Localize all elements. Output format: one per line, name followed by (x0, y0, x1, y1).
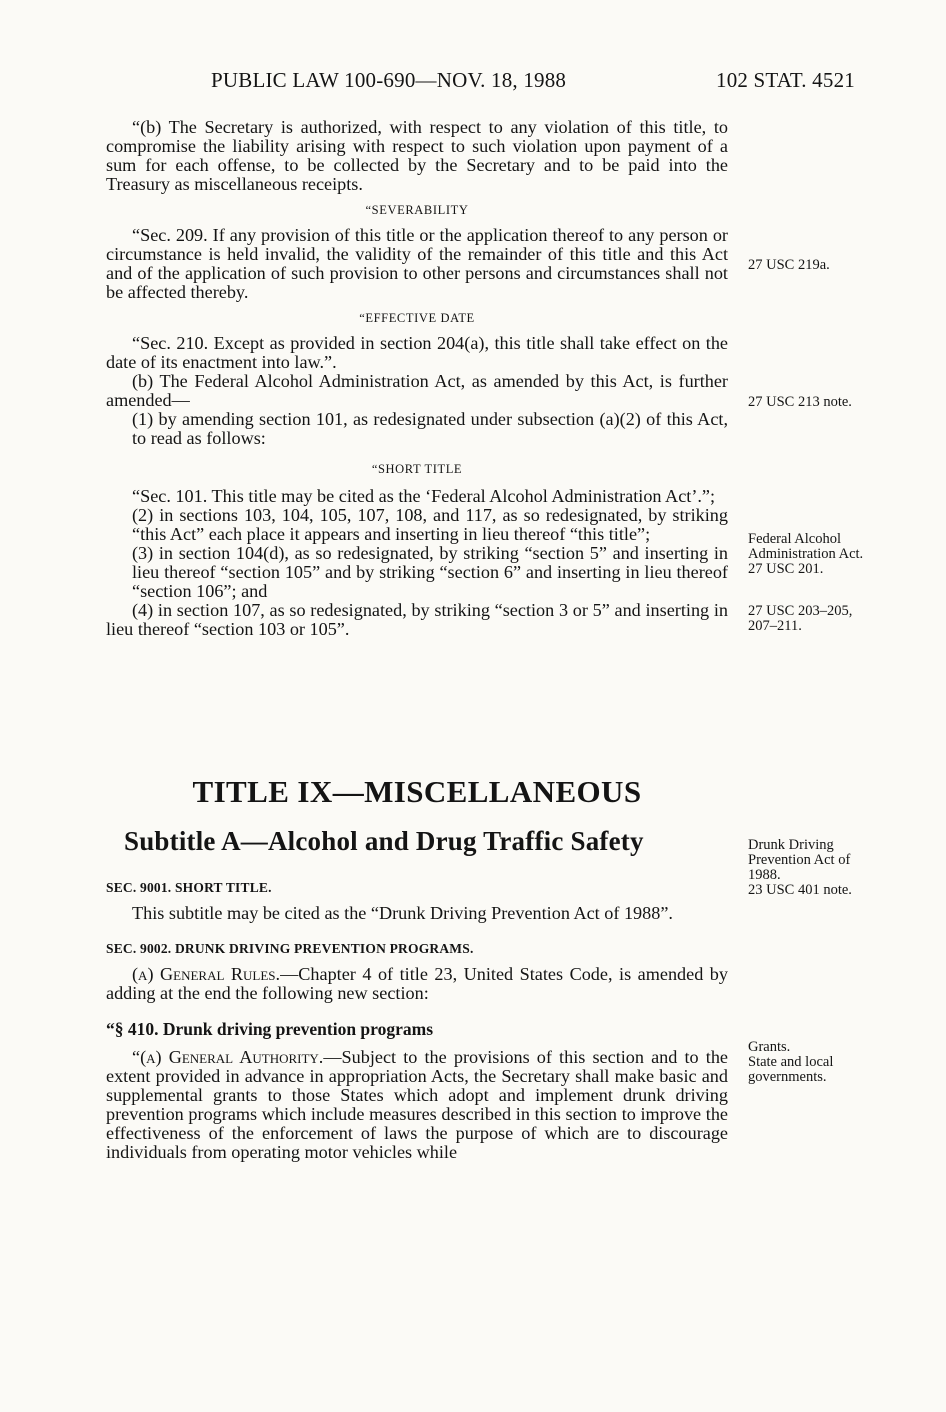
title-ix-heading: TITLE IX—MISCELLANEOUS (192, 774, 642, 809)
general-rules-label: (a) General Rules. (132, 964, 281, 984)
sections-9001-9002 (106, 880, 728, 1162)
section-209: “Sec. 209. If any provision of this title or the application thereof to any person or circumstance is held invalid, the validity of the remainder of this title and this Act and of the application of such provision to other persons and circumstances shall not be affected thereby. (106, 225, 728, 302)
section-9001-heading: SEC. 9001. SHORT TITLE. (106, 880, 272, 895)
main-text-column (106, 118, 728, 639)
general-authority-text: —Subject to the provisions of this section and to the extent provided in advance in appropriation Acts, the Secretary shall make basic and supplemental grants to those States which adopt and implement drunk driving prevention programs which include measures described in this section to improve the effectiveness of the enforcement of laws the purpose of which are to discourage individuals from operating motor vehicles while (106, 1047, 729, 1162)
margin-note-faaa: Federal Alcohol Administration Act. 27 USC 201. (748, 531, 864, 577)
section-410-a (106, 1048, 728, 1162)
general-authority-label: “(a) General Authority. (132, 1047, 324, 1067)
section-210: “Sec. 210. Except as provided in section 204(a), this title shall take effect on the date of its enactment into law.”. (106, 333, 728, 372)
section-9002-a (106, 965, 728, 1003)
heading-short-title: “SHORT TITLE (371, 462, 463, 476)
item-1: (1) by amending section 101, as redesignated under subsection (a)(2) of this Act, to read as follows: (132, 409, 728, 448)
margin-note-grants: Grants. State and local governments. (748, 1039, 834, 1085)
paragraph-b-faaa: (b) The Federal Alcohol Administration Act, as amended by this Act, is further amended— (106, 371, 728, 410)
running-head: PUBLIC LAW 100-690—NOV. 18, 1988 (211, 68, 567, 92)
page-stat-number: 102 STAT. 4521 (716, 68, 855, 92)
margin-note-ddpa: Drunk Driving Prevention Act of 1988. 23 USC 401 note. (748, 837, 852, 898)
subtitle-a-heading: Subtitle A—Alcohol and Drug Traffic Safety (124, 826, 644, 856)
heading-effective-date: “EFFECTIVE DATE (359, 311, 475, 325)
item-3: (3) in section 104(d), as so redesignated, by striking “section 5” and inserting in lieu thereof “section 105” and by striking “section 6” and inserting in lieu thereof “section 106”; and (132, 543, 728, 601)
heading-severability: “SEVERABILITY (365, 203, 469, 217)
margin-note-27-usc-213: 27 USC 213 note. (748, 394, 852, 410)
paragraph-b-secretary: “(b) The Secretary is authorized, with respect to any violation of this title, to compromise the liability arising with respect to such violation upon payment of a sum for each offense, to be collected by the Secretary and to be paid into the Treasury as miscellaneous receipts. (106, 117, 728, 194)
section-9001-text: This subtitle may be cited as the “Drunk Driving Prevention Act of 1988”. (132, 903, 673, 923)
section-410-heading: “§ 410. Drunk driving prevention programs (106, 1019, 434, 1039)
item-4: (4) in section 107, as so redesignated, by striking “section 3 or 5” and inserting in lieu thereof “section 103 or 105”. (106, 600, 728, 639)
section-9002-heading: SEC. 9002. DRUNK DRIVING PREVENTION PROGRAMS. (106, 941, 474, 956)
margin-note-27-usc-219a: 27 USC 219a. (748, 257, 830, 273)
margin-note-27-usc-203: 27 USC 203–205, 207–211. (748, 603, 853, 634)
item-2: (2) in sections 103, 104, 105, 107, 108, and 117, as so redesignated, by striking “this Act” each place it appears and inserting in lieu thereof “this title”; (132, 505, 728, 544)
general-rules-text: —Chapter 4 of title 23, United States Code, is amended by adding at the end the following new section: (106, 964, 728, 1003)
section-101: “Sec. 101. This title may be cited as the ‘Federal Alcohol Administration Act’.”; (132, 486, 716, 506)
